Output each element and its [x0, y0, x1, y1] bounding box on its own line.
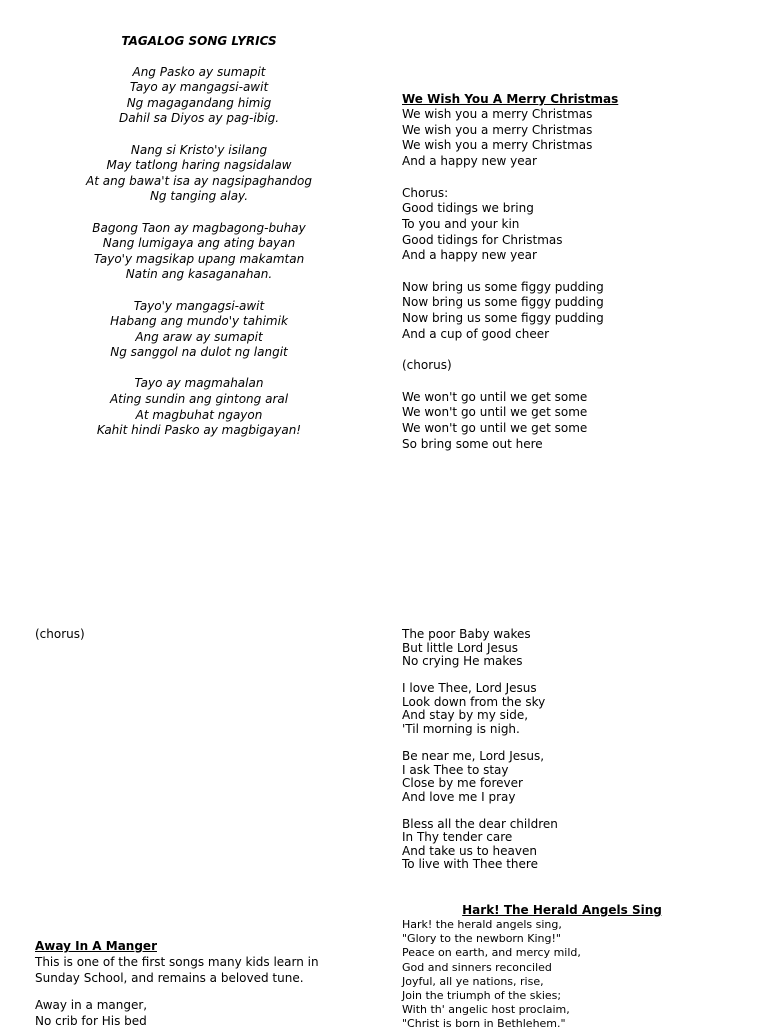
lyric-line: Tayo ay mangagsi-awit — [129, 80, 269, 95]
lyric-line: Ng tanging alay. — [149, 189, 249, 204]
lyric-line: May tatlong haring nagsidalaw — [106, 158, 292, 173]
lyric-line: Ang Pasko ay sumapit — [132, 64, 266, 79]
stanza — [402, 107, 618, 170]
manger-continued — [402, 628, 558, 885]
lyric-line: We wish you a merry Christmas — [402, 107, 593, 121]
lyric-line: We won't go until we get some — [402, 389, 588, 404]
lyric-line: Chorus: — [402, 185, 449, 200]
song-intro: This is one of the first songs many kids learn in Sunday School, and remains a beloved tune. — [35, 955, 319, 985]
stanza — [402, 628, 558, 669]
stanza — [402, 818, 558, 872]
lyric-line: Now bring us some figgy pudding — [402, 295, 604, 310]
lyric-line: Look down from the sky — [402, 694, 546, 709]
stanza — [0, 376, 398, 438]
lyric-line: God and sinners reconciled — [402, 960, 552, 974]
away-lyrics — [35, 998, 365, 1030]
lyric-line: Natin ang kasaganahan. — [125, 267, 273, 282]
stanza — [0, 143, 398, 205]
lyric-line: We won't go until we get some — [402, 405, 588, 420]
lyric-line: 'Til morning is nigh. — [402, 721, 520, 736]
lyric-line: To you and your kin — [402, 216, 520, 231]
lyric-line: We wish you a merry Christmas — [402, 138, 593, 153]
lyric-line: Tayo'y mangagsi-awit — [133, 298, 265, 313]
lyric-line: The poor Baby wakes — [402, 627, 531, 641]
lyric-line: Now bring us some figgy pudding — [402, 311, 604, 326]
lyric-line: Ng sanggol na dulot ng langit — [110, 345, 288, 360]
manger-lyrics — [402, 628, 558, 872]
lyric-line: "Christ is born in Bethlehem." — [402, 1017, 566, 1031]
lyric-line: Kahit hindi Pasko ay magbigayan! — [96, 423, 302, 438]
lyric-line: No crib for His bed — [35, 1013, 147, 1028]
lyric-line: Habang ang mundo'y tahimik — [110, 314, 288, 329]
lyric-line: We won't go until we get some — [402, 421, 588, 435]
lyric-line: But little Lord Jesus — [402, 640, 518, 655]
lyric-line: So bring some out here — [402, 436, 543, 451]
lyric-line: Bagong Taon ay magbagong-buhay — [92, 220, 306, 235]
lyric-line: Good tidings for Christmas — [402, 232, 563, 247]
lyric-line: We wish you a merry Christmas — [402, 122, 593, 137]
lyric-line: And a cup of good cheer — [402, 326, 550, 341]
lyric-line: Ang araw ay sumapit — [135, 329, 263, 344]
lyric-line: Now bring us some figgy pudding — [402, 279, 604, 294]
stanza — [402, 280, 618, 343]
chorus-label: (chorus) — [35, 627, 85, 641]
wish-lyrics — [402, 107, 618, 452]
lyric-line: And love me I pray — [402, 789, 516, 804]
chorus-marker — [35, 627, 85, 642]
lyric-line: Ating sundin ang gintong aral — [109, 392, 289, 407]
lyric-line: And a happy new year — [402, 154, 537, 169]
lyric-line: Close by me forever — [402, 776, 523, 791]
lyric-line: I love Thee, Lord Jesus — [402, 681, 537, 696]
stanza — [0, 221, 398, 283]
lyric-line: "Glory to the newborn King!" — [402, 932, 561, 946]
wish-song — [402, 91, 618, 468]
lyric-line: No crying He makes — [402, 654, 523, 669]
page-title: TAGALOG SONG LYRICS — [121, 34, 277, 48]
lyric-line: Hark! the herald angels sing, — [402, 918, 562, 931]
stanza — [402, 750, 558, 804]
lyric-line: Good tidings we bring — [402, 201, 534, 216]
song-title: We Wish You A Merry Christmas — [402, 92, 619, 106]
lyric-line: To live with Thee there — [402, 857, 538, 872]
herald-song — [402, 902, 732, 1032]
lyric-line: Nang si Kristo'y isilang — [130, 142, 268, 157]
song-title: Away In A Manger — [35, 939, 157, 953]
lyric-line: Nang lumigaya ang ating bayan — [102, 236, 296, 251]
lyric-line: Away in a manger, — [35, 998, 148, 1012]
lyric-line: I ask Thee to stay — [402, 762, 509, 777]
lyric-line: And take us to heaven — [402, 843, 537, 858]
stanza — [0, 65, 398, 127]
lyric-line: Tayo'y magsikap upang makamtan — [93, 251, 305, 266]
stanza — [0, 299, 398, 361]
stanza — [402, 358, 618, 374]
lyric-line: (chorus) — [402, 358, 452, 373]
lyric-line: And a happy new year — [402, 248, 537, 263]
stanza — [402, 390, 618, 453]
lyric-line: In Thy tender care — [402, 830, 513, 845]
lyric-line: At magbuhat ngayon — [135, 407, 263, 422]
lyric-line: Ng magagandang himig — [126, 95, 272, 110]
lyric-line: With th' angelic host proclaim, — [402, 1003, 570, 1017]
herald-lyrics — [402, 918, 732, 1032]
lyric-line: Peace on earth, and mercy mild, — [402, 946, 581, 960]
stanza — [402, 682, 558, 736]
lyric-line: Join the triumph of the skies; — [402, 989, 562, 1003]
lyric-line: Joyful, all ye nations, rise, — [402, 974, 544, 988]
lyric-line: At ang bawa't isa ay nagsipaghandog — [86, 173, 312, 188]
tagalog-song — [0, 34, 398, 454]
lyric-line: And stay by my side, — [402, 708, 529, 723]
stanza — [402, 186, 618, 265]
song-title: Hark! The Herald Angels Sing — [462, 903, 662, 917]
lyric-line: Tayo ay magmahalan — [134, 376, 264, 391]
lyric-line: Be near me, Lord Jesus, — [402, 748, 545, 763]
lyric-line: Dahil sa Diyos ay pag-ibig. — [118, 111, 280, 126]
tagalog-lyrics — [0, 65, 398, 439]
away-song — [35, 938, 365, 1030]
lyric-line: Bless all the dear children — [402, 816, 558, 831]
